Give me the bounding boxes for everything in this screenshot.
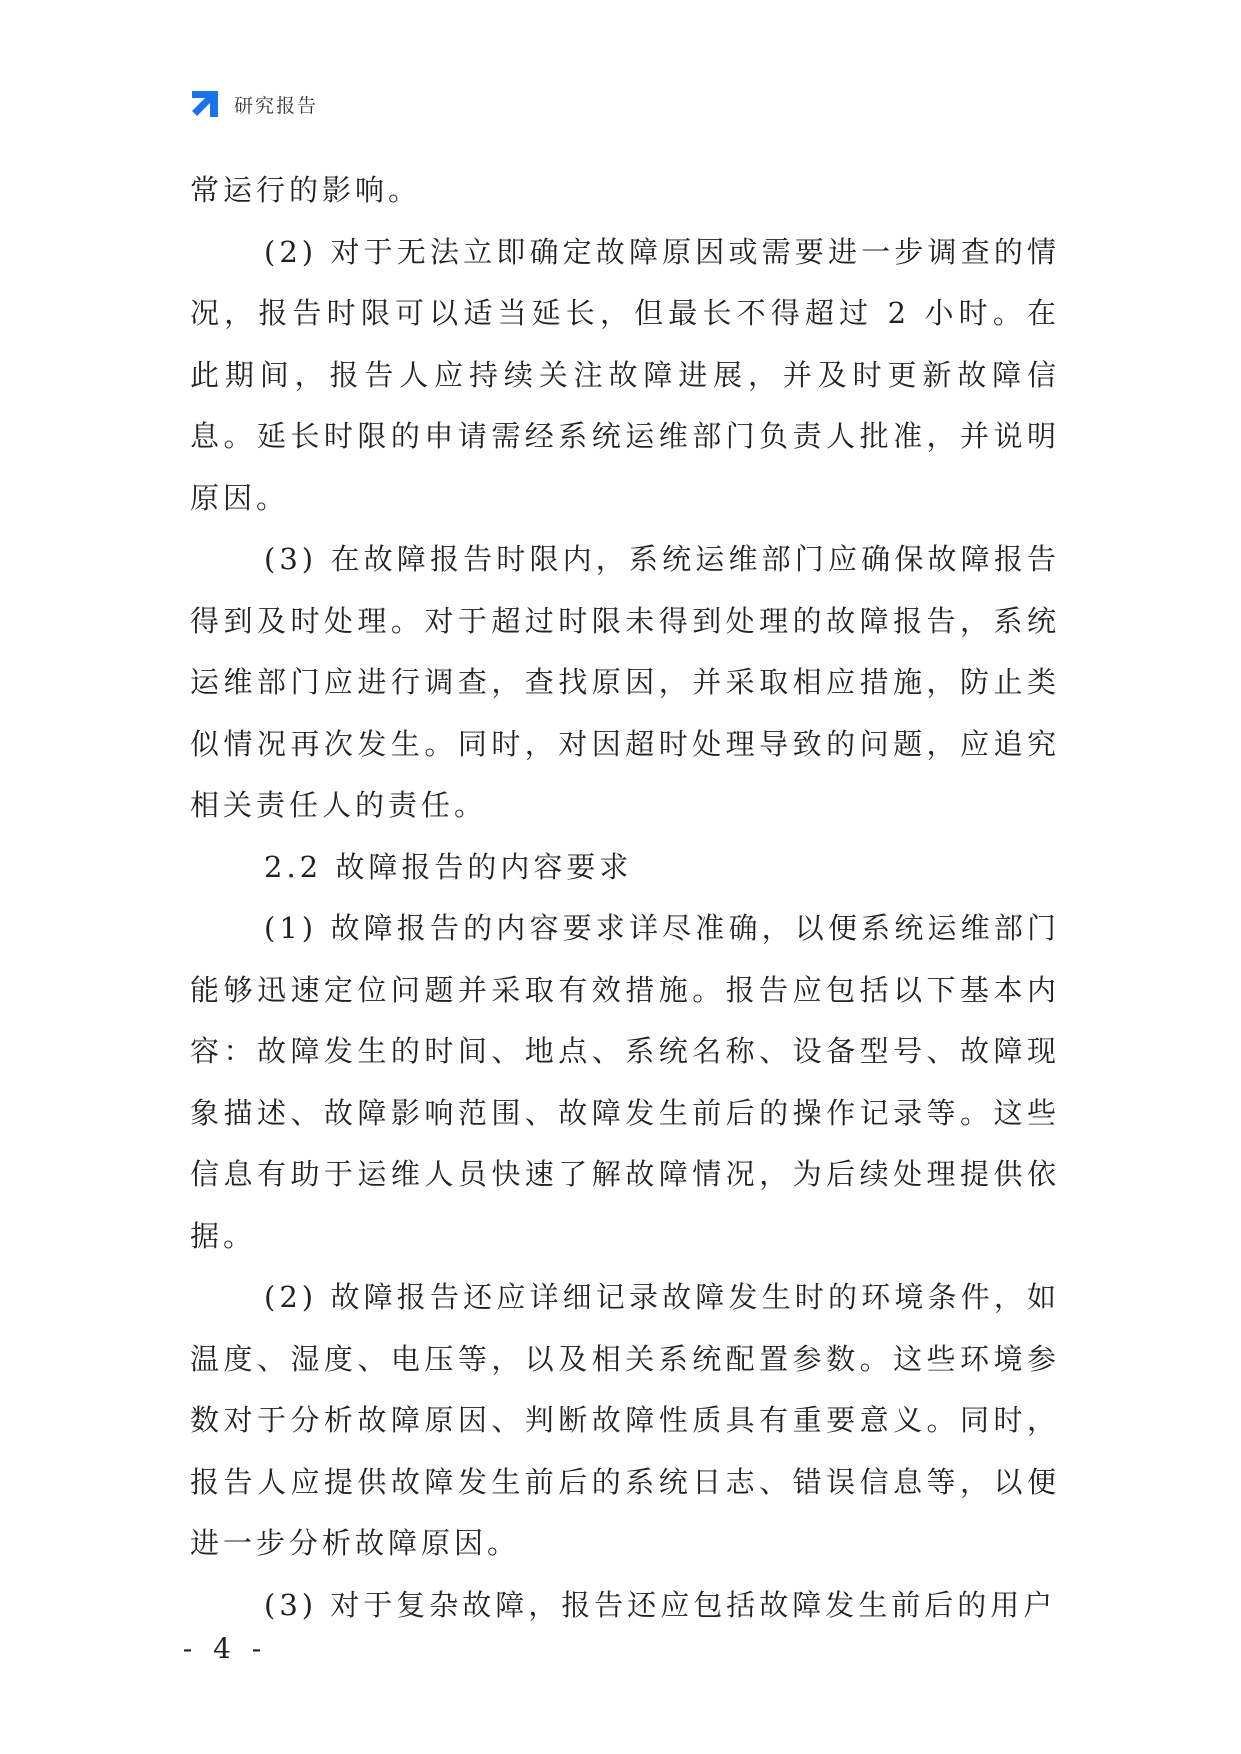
- section-heading: 2.2 故障报告的内容要求: [264, 849, 633, 884]
- document-body: [190, 160, 1060, 1636]
- arrow-up-right-icon: [188, 87, 222, 121]
- page-header: [188, 86, 318, 122]
- paragraph-item-1: (1) 故障报告的内容要求详尽准确，以便系统运维部门能够迅速定位问题并采取有效措施。报告应包括以下基本内容：故障发生的时间、地点、系统名称、设备型号、故障现象描述、故障影响范围、故障发生前后的操作记录等。这些信息有助于运维人员快速了解故障情况，为后续处理提供依据。: [190, 911, 1060, 1253]
- paragraph-item-2: (2) 对于无法立即确定故障原因或需要进一步调查的情况，报告时限可以适当延长，但最长不得超过 2 小时。在此期间，报告人应持续关注故障进展，并及时更新故障信息。延长时限的申请需经系统运维部门负责人批准，并说明原因。: [190, 234, 1060, 515]
- paragraph-item-2-content: (2) 故障报告还应详细记录故障发生时的环境条件，如温度、湿度、电压等，以及相关系统配置参数。这些环境参数对于分析故障原因、判断故障性质具有重要意义。同时，报告人应提供故障发生前后的系统日志、错误信息等，以便进一步分析故障原因。: [190, 1280, 1060, 1560]
- paragraph-item-3-content: (3) 对于复杂故障，报告还应包括故障发生前后的用户: [264, 1587, 1057, 1622]
- page-number: - 4 -: [182, 1632, 268, 1665]
- paragraph-item-3: (3) 在故障报告时限内，系统运维部门应确保故障报告得到及时处理。对于超过时限未得到处理的故障报告，系统运维部门应进行调查，查找原因，并采取相应措施，防止类似情况再次发生。同时，对因超时处理导致的问题，应追究相关责任人的责任。: [190, 542, 1060, 822]
- paragraph-continuation: 常运行的影响。: [190, 173, 422, 207]
- header-title: 研究报告: [234, 94, 319, 117]
